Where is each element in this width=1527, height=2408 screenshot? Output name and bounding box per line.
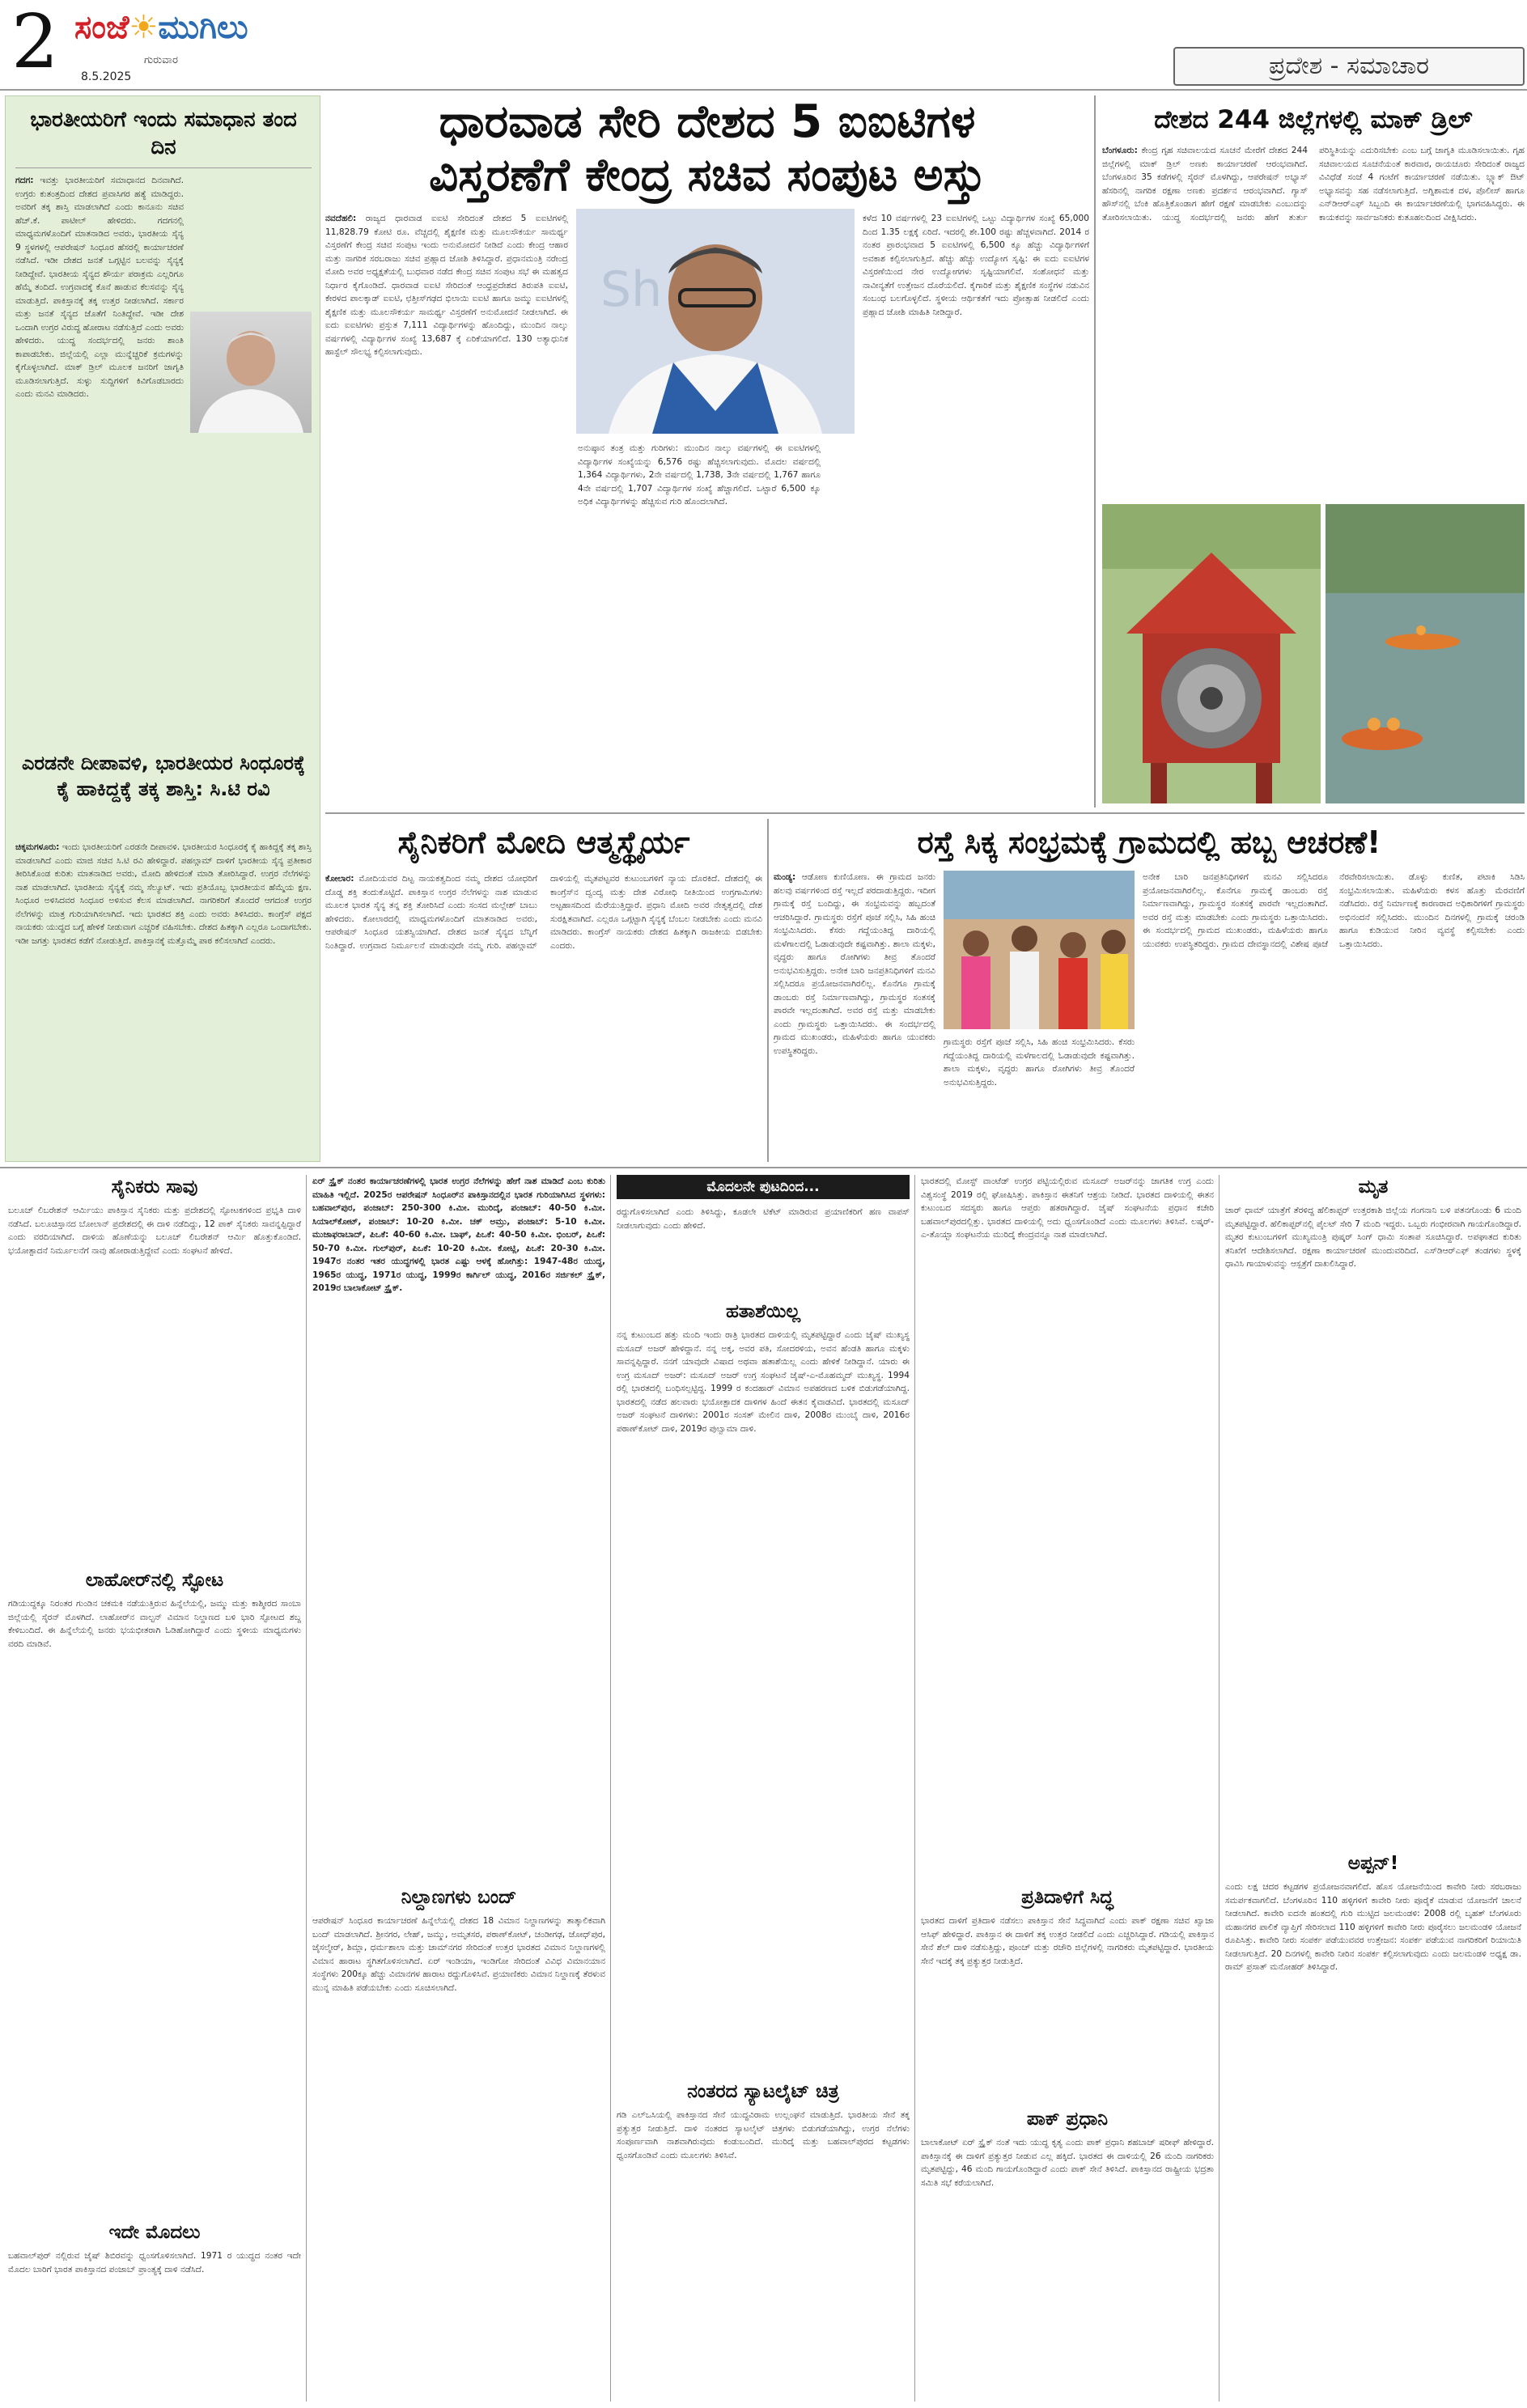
rule-mid-2 bbox=[0, 1167, 1527, 1168]
sidebar-portrait bbox=[190, 312, 312, 433]
masthead-title-right: ಮುಗಿಲು bbox=[158, 9, 248, 46]
soldiers-dead-headline: ಸೈನಿಕರು ಸಾವು bbox=[111, 1176, 198, 1198]
satellite-headline: ನಂತರದ ಸ್ಯಾಟಲೈಟ್ ಚಿತ್ರ bbox=[687, 2081, 839, 2102]
festival-dateline: ಮಂಡ್ಯ: bbox=[774, 872, 796, 882]
sidebar-headline-2: ಎರಡನೇ ದೀಪಾವಳಿ, ಭಾರತೀಯರ ಸಿಂಧೂರಕ್ಕೆ ಕೈ ಹಾಕಿದ್ದಕ್ಕೆ ತಕ್ಕ ಶಾಸ್ತಿ: ಸಿ.ಟಿ ರವಿ bbox=[21, 752, 306, 800]
festival-story bbox=[774, 819, 1525, 1162]
airstrike-list-text: ಏರ್ ಸ್ಟ್ರೈಕ್ ನಂತರ ಕಾರ್ಯಾಚರಣೆಗಳಲ್ಲಿ ಭಾರತ ಉಗ್ರರ ನೆಲೆಗಳನ್ನು ಹೇಗೆ ನಾಶ ಮಾಡಿದೆ ಎಂಬ ಕುರಿತು ಮಾಹಿತಿ ಇಲ್ಲಿದೆ. 2025ರ ಆಪರೇಷನ್ ಸಿಂಧೂರ್‌ನ ಪಾಕಿಸ್ತಾನದಲ್ಲಿನ ಭಾರತ ಗುರಿಯಾಗಿಸಿದ ಸ್ಥಳಗಳು: ಬಹವಾಲ್‌ಪುರ, ಪಂಜಾಬ್: 250-300 ಕಿ.ಮೀ. ಮುರಿದ್ಕೆ, ಪಂಜಾಬ್: 40-50 ಕಿ.ಮೀ. ಸಿಯಾಲ್‌ಕೋಟ್, ಪಂಜಾಬ್: 10-20 ಕಿ.ಮೀ. ಚಕ್ ಅಮ್ರು, ಪಂಜಾಬ್: 5-10 ಕಿ.ಮೀ. ಮುಜಾಫರಾಬಾದ್, ಪಿಒಕೆ: 40-60 ಕಿ.ಮೀ. ಬಾಘ್, ಪಿಒಕೆ: 40-50 ಕಿ.ಮೀ. ಭಿಂಬರ್, ಪಿಒಕೆ: 50-70 ಕಿ.ಮೀ. ಗುಲ್‌ಪುರ್, ಪಿಒಕೆ: 10-20 ಕಿ.ಮೀ. ಕೋಟ್ಲಿ, ಪಿಒಕೆ: 20-30 ಕಿ.ಮೀ. 1947ರ ನಂತರ ಇತರ ಯುದ್ಧಗಳಲ್ಲಿ ಭಾರತ ಎಷ್ಟು ಆಳಕ್ಕೆ ಹೋಗಿತ್ತು: 1947-48ರ ಯುದ್ಧ, 1965ರ ಯುದ್ಧ, 1971ರ ಯುದ್ಧ, 1999ರ ಕಾರ್ಗಿಲ್ ಯುದ್ಧ, 2016ರ ಸರ್ಜಿಕಲ್ ಸ್ಟ್ರೈಕ್, 2019ರ ಬಾಲಾಕೋಟ್ ಸ್ಟ್ರೈಕ್. bbox=[312, 1176, 605, 1293]
sidebar-dateline: ಗದಗ: bbox=[15, 176, 34, 185]
sidebar-rule bbox=[15, 167, 312, 168]
bottom-col-2 bbox=[312, 1175, 605, 2402]
masthead-title-left: ಸಂಜೆ bbox=[74, 9, 129, 46]
masthead-rule bbox=[0, 89, 1527, 91]
dead-headline: ಮೃತ bbox=[1358, 1176, 1389, 1198]
lead-headline-2: ವಿಸ್ತರಣೆಗೆ ಕೇಂದ್ರ ಸಚಿವ ಸಂಪುಟ ಅಸ್ತು bbox=[429, 149, 986, 201]
counter-attack-body: ಭಾರತದ ದಾಳಿಗೆ ಪ್ರತಿದಾಳಿ ನಡೆಸಲು ಪಾಕಿಸ್ತಾನ ಸೇನೆ ಸಿದ್ಧವಾಗಿದೆ ಎಂದು ಪಾಕ್ ರಕ್ಷಣಾ ಸಚಿವ ಖ್ವಾಜಾ ಆಸಿಫ್ ಹೇಳಿದ್ದಾರೆ. ಪಾಕಿಸ್ತಾನ ಈ ದಾಳಿಗೆ ತಕ್ಕ ಉತ್ತರ ನೀಡಲಿದೆ ಎಂದು ಎಚ್ಚರಿಸಿದ್ದಾರೆ. ಗಡಿಯಲ್ಲಿ ಪಾಕಿಸ್ತಾನ ಸೇನೆ ಶೆಲ್ ದಾಳಿ ನಡೆಸುತ್ತಿದ್ದು, ಪೂಂಚ್ ಮತ್ತು ರಜೌರಿ ಜಿಲ್ಲೆಗಳಲ್ಲಿ ನಾಗರಿಕರು ಮೃತಪಟ್ಟಿದ್ದಾರೆ. ಭಾರತೀಯ ಸೇನೆ ಇದಕ್ಕೆ ತಕ್ಕ ಪ್ರತ್ಯುತ್ತರ ನೀಡುತ್ತಿದೆ. bbox=[921, 1916, 1214, 1966]
lead-col-2 bbox=[578, 442, 821, 803]
airports-body: ಆಪರೇಷನ್ ಸಿಂಧೂರ ಕಾರ್ಯಾಚರಣೆ ಹಿನ್ನೆಲೆಯಲ್ಲಿ ದೇಶದ 18 ವಿಮಾನ ನಿಲ್ದಾಣಗಳನ್ನು ತಾತ್ಕಾಲಿಕವಾಗಿ ಬಂದ್ ಮಾಡಲಾಗಿದೆ. ಶ್ರೀನಗರ, ಲೇಹ್, ಜಮ್ಮು, ಅಮೃತಸರ, ಪಠಾಣ್‌ಕೋಟ್, ಚಂಡೀಗಢ, ಜೋಧ್‌ಪುರ, ಜೈಸಲ್ಮೇರ್, ಶಿಮ್ಲಾ, ಧರ್ಮಶಾಲಾ ಮತ್ತು ಜಾಮ್‌ನಗರ ಸೇರಿದಂತೆ ಉತ್ತರ ಭಾರತದ ವಿಮಾನ ನಿಲ್ದಾಣಗಳಲ್ಲಿ ವಿಮಾನ ಹಾರಾಟ ಸ್ಥಗಿತಗೊಳಿಸಲಾಗಿದೆ. ಏರ್ ಇಂಡಿಯಾ, ಇಂಡಿಗೋ ಸೇರಿದಂತೆ ವಿವಿಧ ವಿಮಾನಯಾನ ಸಂಸ್ಥೆಗಳು 200ಕ್ಕೂ ಹೆಚ್ಚು ವಿಮಾನಗಳ ಹಾರಾಟ ರದ್ದುಗೊಳಿಸಿವೆ. ಪ್ರಯಾಣಿಕರು ವಿಮಾನ ನಿಲ್ದಾಣಕ್ಕೆ ತೆರಳುವ ಮುನ್ನ ಮಾಹಿತಿ ಪಡೆಯಬೇಕು ಎಂದು ಸೂಚಿಸಲಾಗಿದೆ. bbox=[312, 1916, 605, 1993]
mock-drill-dateline: ಬೆಂಗಳೂರು: bbox=[1102, 146, 1138, 155]
sun-icon: ☀ bbox=[129, 9, 159, 46]
masthead bbox=[0, 0, 1527, 87]
mock-drill-body bbox=[1102, 144, 1525, 492]
lead-body-1: ರಾಜ್ಯದ ಧಾರವಾಡ ಐಐಟಿ ಸೇರಿದಂತೆ ದೇಶದ 5 ಐಐಟಿಗಳಲ್ಲಿ 11,828.79 ಕೋಟಿ ರೂ. ವೆಚ್ಚದಲ್ಲಿ ಶೈಕ್ಷಣಿಕ ಮತ್ತು ಮೂಲಸೌಕರ್ಯ ಸಾಮರ್ಥ್ಯ ವಿಸ್ತರಣೆಗೆ ಕೇಂದ್ರ ಸಚಿವ ಸಂಪುಟ ಇಂದು ಅನುಮೋದನೆ ನೀಡಿದೆ ಎಂದು ಕೇಂದ್ರ ಆಹಾರ ಮತ್ತು ನಾಗರಿಕ ಸರಬರಾಜು ಸಚಿವ ಪ್ರಹ್ಲಾದ ಜೋಶಿ ತಿಳಿಸಿದ್ದಾರೆ. ಪ್ರಧಾನಮಂತ್ರಿ ನರೇಂದ್ರ ಮೋದಿ ಅವರ ಅಧ್ಯಕ್ಷತೆಯಲ್ಲಿ ಬುಧವಾರ ನಡೆದ ಕೇಂದ್ರ ಸಚಿವ ಸಂಪುಟ ಸಭೆ ಈ ಮಹತ್ವದ ನಿರ್ಧಾರ ಕೈಗೊಂಡಿದೆ. ಧಾರವಾಡ ಐಐಟಿ ಸೇರಿದಂತೆ ಆಂಧ್ರಪ್ರದೇಶದ ತಿರುಪತಿ ಐಐಟಿ, ಕೇರಳದ ಪಾಲಕ್ಕಾಡ್ ಐಐಟಿ, ಛತ್ತೀಸ್‌ಗಢದ ಭಿಲಾಯಿ ಐಐಟಿ ಹಾಗೂ ಜಮ್ಮು ಐಐಟಿಗಳಲ್ಲಿ ಶೈಕ್ಷಣಿಕ ಮತ್ತು ಮೂಲಸೌಕರ್ಯ ಸಾಮರ್ಥ್ಯ ವಿಸ್ತರಣೆಗೆ ಅನುಮೋದನೆ ನೀಡಲಾಗಿದೆ. ಈ ಐದು ಐಐಟಿಗಳು ಪ್ರಸ್ತುತ 7,111 ವಿದ್ಯಾರ್ಥಿಗಳನ್ನು ಹೊಂದಿದ್ದು, ಮುಂದಿನ ನಾಲ್ಕು ವರ್ಷಗಳಲ್ಲಿ ವಿದ್ಯಾರ್ಥಿಗಳ ಸಂಖ್ಯೆ 13,687 ಕ್ಕೆ ಏರಿಕೆಯಾಗಲಿದೆ. 130 ಅತ್ಯಾಧುನಿಕ ಹಾಸ್ಟೆಲ್ ಸೌಲಭ್ಯ ಕಲ್ಪಿಸಲಾಗುವುದು. bbox=[325, 214, 568, 357]
sidebar-body-2: ಇಂದು ಭಾರತೀಯರಿಗೆ ಎರಡನೇ ದೀಪಾವಳಿ. ಭಾರತೀಯರ ಸಿಂಧೂರಕ್ಕೆ ಕೈ ಹಾಕಿದ್ದಕ್ಕೆ ತಕ್ಕ ಶಾಸ್ತಿ ಮಾಡಲಾಗಿದೆ ಎಂದು ಮಾಜಿ ಸಚಿವ ಸಿ.ಟಿ ರವಿ ಹೇಳಿದ್ದಾರೆ. ಪಹಲ್ಗಾಮ್ ದಾಳಿಗೆ ಭಾರತೀಯ ಸೈನ್ಯ ಪ್ರತೀಕಾರ ತೀರಿಸಿಕೊಂಡ ಕುರಿತು ಮಾತನಾಡಿದ ಅವರು, ಮೋದಿ ಹೇಳಿದಂತೆ ಮಾಡಿ ತೋರಿಸಿದ್ದಾರೆ. ಉಗ್ರರ ನೆಲೆಗಳನ್ನು ನಾಶ ಮಾಡಲಾಗಿದೆ. ಭಾರತೀಯ ಸೈನ್ಯಕ್ಕೆ ನಮ್ಮ ಸೆಲ್ಯೂಟ್. ಇದು ಪ್ರತಿಯೊಬ್ಬ ಭಾರತೀಯನ ಹೆಮ್ಮೆಯ ಕ್ಷಣ. ಸಿಂಧೂರ ಅಳಿಸಿದವರ ಸಿಂಧೂರ ಅಳಿಸುವ ಕೆಲಸ ಮಾಡಲಾಗಿದೆ. ನಾಗರಿಕರಿಗೆ ತೊಂದರೆ ಆಗದಂತೆ ಉಗ್ರರ ನೆಲೆಗಳನ್ನು ಮಾತ್ರ ಗುರಿಯಾಗಿಸಲಾಗಿದೆ. ಇದು ಭಾರತದ ಶಕ್ತಿ ಎಂದು ಅವರು ತಿಳಿಸಿದರು. ಕಾಂಗ್ರೆಸ್ ಪಕ್ಷದ ನಾಯಕರು ಯುದ್ಧದ ಬಗ್ಗೆ ಹೇಳಿಕೆ ನೀಡುವಾಗ ಎಚ್ಚರಿಕೆ ವಹಿಸಬೇಕು. ದೇಶದ ಹಿತಕ್ಕಾಗಿ ಎಲ್ಲರೂ ಒಂದಾಗಬೇಕು. ಇಡೀ ಜಗತ್ತು ಭಾರತದ ಕಡೆಗೆ ನೋಡುತ್ತಿದೆ. ಪಾಕಿಸ್ತಾನಕ್ಕೆ ಮತ್ತೊಮ್ಮೆ ಪಾಠ ಕಲಿಸಲಾಗಿದೆ ಎಂದರು. bbox=[15, 842, 312, 946]
masthead-day: ಗುರುವಾರ bbox=[144, 54, 178, 66]
festival-text-3: ಅನೇಕ ಬಾರಿ ಜನಪ್ರತಿನಿಧಿಗಳಿಗೆ ಮನವಿ ಸಲ್ಲಿಸಿದರೂ ಪ್ರಯೋಜನವಾಗಿರಲಿಲ್ಲ. ಕೊನೆಗೂ ಗ್ರಾಮಕ್ಕೆ ಡಾಂಬರು ರಸ್ತೆ ನಿರ್ಮಾಣವಾಗಿದ್ದು, ಗ್ರಾಮಸ್ಥರ ಸಂತಸಕ್ಕೆ ಪಾರವೇ ಇಲ್ಲದಂತಾಗಿದೆ. ಅವರ ರಸ್ತೆ ಮತ್ತು ಮಾಡಬೇಕು ಎಂದು ಗ್ರಾಮಸ್ಥರು ಒತ್ತಾಯಿಸಿದರು. ಈ ಸಂದರ್ಭದಲ್ಲಿ ಗ್ರಾಮದ ಮುಖಂಡರು, ಮಹಿಳೆಯರು ಹಾಗೂ ಯುವಕರು ಉಪಸ್ಥಿತರಿದ್ದರು. ಗ್ರಾಮದ ದೇವಸ್ಥಾನದಲ್ಲಿ ವಿಶೇಷ ಪೂಜೆ ನೆರವೇರಿಸಲಾಯಿತು. ಡೊಳ್ಳು ಕುಣಿತ, ಪಟಾಕಿ ಸಿಡಿಸಿ ಸಂಭ್ರಮಿಸಲಾಯಿತು. ಮಹಿಳೆಯರು ಕಳಸ ಹೊತ್ತು ಮೆರವಣಿಗೆ ನಡೆಸಿದರು. ರಸ್ತೆ ನಿರ್ಮಾಣಕ್ಕೆ ಕಾರಣರಾದ ಅಧಿಕಾರಿಗಳಿಗೆ ಗ್ರಾಮಸ್ಥರು ಅಭಿನಂದನೆ ಸಲ್ಲಿಸಿದರು. ಮುಂದಿನ ದಿನಗಳಲ್ಲಿ ಗ್ರಾಮಕ್ಕೆ ಚರಂಡಿ ಹಾಗೂ ಕುಡಿಯುವ ನೀರಿನ ವ್ಯವಸ್ಥೆ ಕಲ್ಪಿಸಬೇಕು ಎಂದು ಒತ್ತಾಯಿಸಿದರು. bbox=[1143, 872, 1525, 949]
portrait-silhouette bbox=[190, 312, 312, 433]
festival-col-3 bbox=[1143, 871, 1525, 1159]
lead-headline-1: ಧಾರವಾಡ ಸೇರಿ ದೇಶದ 5 ಐಐಟಿಗಳ bbox=[439, 95, 976, 148]
lahore-headline: ಲಾಹೋರ್‌ನಲ್ಲಿ ಸ್ಫೋಟ bbox=[85, 1570, 224, 1591]
appan-headline: ಅಪ್ಪನ್! bbox=[1347, 1853, 1399, 1874]
soldiers-dateline: ಕೋಲಾರ: bbox=[325, 874, 354, 884]
pak-pm-body: ಬಾಲಾಕೋಟ್ ಏರ್ ಸ್ಟ್ರೈಕ್ ನಂತೆ ಇದು ಯುದ್ಧ ಕೃತ್ಯ ಎಂದು ಪಾಕ್ ಪ್ರಧಾನಿ ಶಹಬಾಜ್ ಷರೀಫ್ ಹೇಳಿದ್ದಾರೆ. ಪಾಕಿಸ್ತಾನಕ್ಕೆ ಈ ದಾಳಿಗೆ ಪ್ರತ್ಯುತ್ತರ ನೀಡುವ ಎಲ್ಲ ಹಕ್ಕಿದೆ. ಭಾರತದ ಈ ದಾಳಿಯಲ್ಲಿ 26 ಮಂದಿ ನಾಗರಿಕರು ಮೃತಪಟ್ಟಿದ್ದು, 46 ಮಂದಿ ಗಾಯಗೊಂಡಿದ್ದಾರೆ ಎಂದು ಪಾಕ್ ಸೇನೆ ತಿಳಿಸಿದೆ. ಪಾಕಿಸ್ತಾನದ ರಾಷ್ಟ್ರೀಯ ಭದ್ರತಾ ಸಮಿತಿ ಸಭೆ ಕರೆಯಲಾಗಿದೆ. bbox=[921, 2138, 1214, 2188]
bottom-col-5 bbox=[1225, 1175, 1521, 2402]
first-time-body: ಬಹವಾಲ್‌ಪುರ್ ನಲ್ಲಿರುವ ಜೈಷ್ ಶಿಬಿರವನ್ನು ಧ್ವಂಸಗೊಳಿಸಲಾಗಿದೆ. 1971 ರ ಯುದ್ಧದ ನಂತರ ಇದೇ ಮೊದಲ ಬಾರಿಗೆ ಭಾರತ ಪಾಕಿಸ್ತಾನದ ಪಂಜಾಬ್ ಪ್ರಾಂತ್ಯಕ್ಕೆ ದಾಳಿ ನಡೆಸಿದೆ. bbox=[8, 2251, 301, 2274]
masthead-date: 8.5.2025 bbox=[81, 70, 132, 83]
section-title: ಪ್ರದೇಶ - ಸಮಾಚಾರ bbox=[1268, 52, 1430, 80]
dead-body: ಚಾರ್ ಧಾಮ್ ಯಾತ್ರೆಗೆ ತೆರಳಿದ್ದ ಹೆಲಿಕಾಪ್ಟರ್ ಉತ್ತರಕಾಶಿ ಜಿಲ್ಲೆಯ ಗಂಗನಾನಿ ಬಳಿ ಪತನಗೊಂಡು 6 ಮಂದಿ ಮೃತಪಟ್ಟಿದ್ದಾರೆ. ಹೆಲಿಕಾಪ್ಟರ್‌ನಲ್ಲಿ ಪೈಲಟ್ ಸೇರಿ 7 ಮಂದಿ ಇದ್ದರು. ಒಬ್ಬರು ಗಂಭೀರವಾಗಿ ಗಾಯಗೊಂಡಿದ್ದಾರೆ. ಮೃತರ ಕುಟುಂಬಗಳಿಗೆ ಮುಖ್ಯಮಂತ್ರಿ ಪುಷ್ಕರ್ ಸಿಂಗ್ ಧಾಮಿ ಸಂತಾಪ ಸೂಚಿಸಿದ್ದಾರೆ. ಅಪಘಾತದ ಕುರಿತು ತನಿಖೆಗೆ ಆದೇಶಿಸಲಾಗಿದೆ. ರಕ್ಷಣಾ ಕಾರ್ಯಾಚರಣೆ ಮುಂದುವರಿದಿದೆ. ಎಸ್‌ಡಿಆರ್‌ಎಫ್ ತಂಡಗಳು ಸ್ಥಳಕ್ಕೆ ಧಾವಿಸಿ ಗಾಯಾಳುವನ್ನು ಆಸ್ಪತ್ರೆಗೆ ದಾಖಲಿಸಿದ್ದಾರೆ. bbox=[1225, 1206, 1521, 1269]
rule-mid-1 bbox=[325, 812, 1525, 814]
minister-photo bbox=[576, 209, 855, 434]
rule-mid-v bbox=[767, 819, 769, 1162]
lead-col-1 bbox=[325, 212, 568, 803]
soldiers-dead-body: ಬಲೂಚ್ ಲಿಬರೇಶನ್ ಆರ್ಮಿಯು ಪಾಕಿಸ್ತಾನ ಸೈನಿಕರು ಮತ್ತು ಪ್ರದೇಶದಲ್ಲಿ ಸ್ಫೋಟಕಗಳಿಂದ ಪ್ರಭೃತಿ ದಾಳಿ ನಡೆಸಿದೆ. ಬಲೂಚಿಸ್ತಾನದ ಬೋಲಾನ್ ಪ್ರದೇಶದಲ್ಲಿ ಈ ದಾಳಿ ನಡೆದಿದ್ದು, 12 ಪಾಕ್ ಸೈನಿಕರು ಸಾವನ್ನಪ್ಪಿದ್ದಾರೆ ಎಂದು ವರದಿಯಾಗಿದೆ. ದಾಳಿಯ ಹೊಣೆಯನ್ನು ಬಲೂಚ್ ಲಿಬರೇಶನ್ ಆರ್ಮಿ ಹೊತ್ತುಕೊಂಡಿದೆ. ಭಯೋತ್ಪಾದನೆ ನಿರ್ಮೂಲನೆಗೆ ನಾವು ಹೋರಾಡುತ್ತಿದ್ದೇವೆ ಎಂದು ಸಂಘಟನೆ ಹೇಳಿದೆ. bbox=[8, 1206, 301, 1256]
rescue-boat-illustration bbox=[1326, 504, 1525, 803]
airstrike-list bbox=[312, 1175, 605, 1879]
masthead-title bbox=[74, 5, 317, 53]
first-time-headline: ಇದೇ ಮೊದಲು bbox=[108, 2222, 201, 2243]
lead-dateline: ನವದೆಹಲಿ: bbox=[325, 214, 357, 223]
lead-body-3: ಕಳೆದ 10 ವರ್ಷಗಳಲ್ಲಿ 23 ಐಐಟಿಗಳಲ್ಲಿ ಒಟ್ಟು ವಿದ್ಯಾರ್ಥಿಗಳ ಸಂಖ್ಯೆ 65,000 ದಿಂದ 1.35 ಲಕ್ಷಕ್ಕೆ ಏರಿದೆ. ಇದರಲ್ಲಿ ಶೇ.100 ರಷ್ಟು ಹೆಚ್ಚಳವಾಗಿದೆ. 2014 ರ ನಂತರ ಪ್ರಾರಂಭವಾದ 5 ಐಐಟಿಗಳಲ್ಲಿ 6,500 ಕ್ಕೂ ಹೆಚ್ಚು ವಿದ್ಯಾರ್ಥಿಗಳಿಗೆ ಅವಕಾಶ ಕಲ್ಪಿಸಲಾಗುತ್ತಿದೆ. ಹೆಚ್ಚು ಹೆಚ್ಚು ಉದ್ಯೋಗ ಸೃಷ್ಟಿ: ಈ ಐದು ಐಐಟಿಗಳ ವಿಸ್ತರಣೆಯಿಂದ ನೇರ ಉದ್ಯೋಗಗಳು ಸೃಷ್ಟಿಯಾಗಲಿವೆ. ಸಂಶೋಧನೆ ಮತ್ತು ನಾವೀನ್ಯತೆಗೆ ಉತ್ತೇಜನ ದೊರೆಯಲಿದೆ. ಕೈಗಾರಿಕೆ ಮತ್ತು ಶೈಕ್ಷಣಿಕ ಸಂಸ್ಥೆಗಳ ನಡುವಿನ ಸಂಬಂಧ ಬಲಗೊಳ್ಳಲಿದೆ. ಸ್ಥಳೀಯ ಆರ್ಥಿಕತೆಗೆ ಇದು ಪ್ರೋತ್ಸಾಹ ನೀಡಲಿದೆ ಎಂದು ಪ್ರಹ್ಲಾದ ಜೋಶಿ ಮಾಹಿತಿ ನೀಡಿದ್ದಾರೆ. bbox=[863, 214, 1089, 317]
sidebar-dateline-2: ಚಿಕ್ಕಮಗಳೂರು: bbox=[15, 842, 60, 852]
soldiers-story bbox=[325, 819, 762, 1162]
pak-pm-headline: ಪಾಕ್ ಪ್ರಧಾನಿ bbox=[1026, 2109, 1109, 2130]
festival-col-1 bbox=[774, 871, 935, 1159]
festival-text: ಆಡೋಣ ಕುಣಿಯೋಣ. ಈ ಗ್ರಾಮದ ಜನರು ಹಲವು ವರ್ಷಗಳಿಂದ ರಸ್ತೆ ಇಲ್ಲದೆ ಪರದಾಡುತ್ತಿದ್ದರು. ಇದೀಗ ಗ್ರಾಮಕ್ಕೆ ರಸ್ತೆ ಬಂದಿದ್ದು, ಈ ಸಂಭ್ರಮವನ್ನು ಹಬ್ಬದಂತೆ ಆಚರಿಸಿದ್ದಾರೆ. ಗ್ರಾಮಸ್ಥರು ರಸ್ತೆಗೆ ಪೂಜೆ ಸಲ್ಲಿಸಿ, ಸಿಹಿ ಹಂಚಿ ಸಂಭ್ರಮಿಸಿದರು. ಕೆಸರು ಗದ್ದೆಯಂತಿದ್ದ ದಾರಿಯಲ್ಲಿ ಮಳೆಗಾಲದಲ್ಲಿ ಓಡಾಡುವುದೇ ಕಷ್ಟವಾಗಿತ್ತು. ಶಾಲಾ ಮಕ್ಕಳು, ವೃದ್ಧರು ಹಾಗೂ ರೋಗಿಗಳು ತೀವ್ರ ತೊಂದರೆ ಅನುಭವಿಸುತ್ತಿದ್ದರು. ಅನೇಕ ಬಾರಿ ಜನಪ್ರತಿನಿಧಿಗಳಿಗೆ ಮನವಿ ಸಲ್ಲಿಸಿದರೂ ಪ್ರಯೋಜನವಾಗಿರಲಿಲ್ಲ. ಕೊನೆಗೂ ಗ್ರಾಮಕ್ಕೆ ಡಾಂಬರು ರಸ್ತೆ ನಿರ್ಮಾಣವಾಗಿದ್ದು, ಗ್ರಾಮಸ್ಥರ ಸಂತಸಕ್ಕೆ ಪಾರವೇ ಇಲ್ಲದಂತಾಗಿದೆ. ಅವರ ರಸ್ತೆ ಮತ್ತು ಮಾಡಬೇಕು ಎಂದು ಗ್ರಾಮಸ್ಥರು ಒತ್ತಾಯಿಸಿದರು. ಈ ಸಂದರ್ಭದಲ್ಲಿ ಗ್ರಾಮದ ಮುಖಂಡರು, ಮಹಿಳೆಯರು ಹಾಗೂ ಯುವಕರು ಉಪಸ್ಥಿತರಿದ್ದರು. bbox=[774, 872, 935, 1056]
bottom-col-3 bbox=[617, 1175, 910, 2402]
rescue-photo bbox=[1326, 504, 1525, 803]
mock-drill-text: ಕೇಂದ್ರ ಗೃಹ ಸಚಿವಾಲಯದ ಸೂಚನೆ ಮೇರೆಗೆ ದೇಶದ 244 ಜಿಲ್ಲೆಗಳಲ್ಲಿ ಮಾಕ್ ಡ್ರಿಲ್ ಅಣಕು ಕಾರ್ಯಾಚರಣೆ ಆರಂಭವಾಗಿದೆ. ಬೆಂಗಳೂರಿನ 35 ಕಡೆಗಳಲ್ಲಿ ಸೈರನ್ ಮೊಳಗಿದ್ದು, ಆಪರೇಷನ್ ಅಭ್ಯಾಸ್ ಹೆಸರಿನಲ್ಲಿ ನಾಗರಿಕ ರಕ್ಷಣಾ ಅಣಕು ಪ್ರದರ್ಶನ ಆರಂಭವಾಗಿದೆ. ಗ್ಯಾಸ್ ಹೌಸ್‌ನಲ್ಲಿ ಬೆಂಕಿ ಹೊತ್ತಿಕೊಂಡಾಗ ಹೇಗೆ ರಕ್ಷಣೆ ಮಾಡಬೇಕು ಎಂಬುದನ್ನು ತೋರಿಸಲಾಯಿತು. ಯುದ್ಧ ಸಂದರ್ಭದಲ್ಲಿ ಜನರು ಹೇಗೆ ತುರ್ತು ಪರಿಸ್ಥಿತಿಯನ್ನು ಎದುರಿಸಬೇಕು ಎಂಬ ಬಗ್ಗೆ ಜಾಗೃತಿ ಮೂಡಿಸಲಾಯಿತು. ಗೃಹ ಸಚಿವಾಲಯದ ಸೂಚನೆಯಂತೆ ಕಾರವಾರ, ರಾಯಚೂರು ಸೇರಿದಂತೆ ರಾಜ್ಯದ ವಿವಿಧೆಡೆ ಸಂಜೆ 4 ಗಂಟೆಗೆ ಕಾರ್ಯಾಚರಣೆ ನಡೆಯಿತು. ಬ್ಲ್ಯಾಕ್ ಔಟ್ ಅಭ್ಯಾಸವನ್ನು ಸಹ ನಡೆಸಲಾಗುತ್ತಿದೆ. ಅಗ್ನಿಶಾಮಕ ದಳ, ಪೊಲೀಸ್ ಹಾಗೂ ಎನ್‌ಡಿಆರ್‌ಎಫ್ ಸಿಬ್ಬಂದಿ ಈ ಕಾರ್ಯಾಚರಣೆಯಲ್ಲಿ ಭಾಗವಹಿಸಿದ್ದರು. ಈ ಕಾಯಕವನ್ನು ಸಾರ್ವಜನಿಕರು ಕುತೂಹಲದಿಂದ ವೀಕ್ಷಿಸಿದರು. bbox=[1102, 146, 1525, 223]
rule-b3 bbox=[914, 1175, 915, 2402]
lead-portrait bbox=[576, 209, 855, 434]
soldiers-text: ಮೋದಿಯವರ ದಿಟ್ಟ ನಾಯಕತ್ವದಿಂದ ನಮ್ಮ ದೇಶದ ಯೋಧರಿಗೆ ದೊಡ್ಡ ಶಕ್ತಿ ತಂದುಕೊಟ್ಟಿದೆ. ಪಾಕಿಸ್ತಾನ ಉಗ್ರರ ನೆಲೆಗಳನ್ನು ನಾಶ ಮಾಡುವ ಮೂಲಕ ಭಾರತ ಸೈನ್ಯ ತನ್ನ ಶಕ್ತಿ ತೋರಿಸಿದೆ ಎಂದು ಸಂಸದ ಮಲ್ಲೇಶ್ ಬಾಬು ಹೇಳಿದರು. ಕೋಲಾರದಲ್ಲಿ ಮಾಧ್ಯಮಗಳೊಂದಿಗೆ ಮಾತನಾಡಿದ ಅವರು, ಆಪರೇಷನ್ ಸಿಂಧೂರ ಯಶಸ್ವಿಯಾಗಿದೆ. ದೇಶದ ಜನತೆ ಸೈನ್ಯದ ಬೆನ್ನಿಗೆ ನಿಂತಿದ್ದಾರೆ. ಉಗ್ರವಾದ ನಿರ್ಮೂಲನೆ ಮಾಡುವುದೇ ನಮ್ಮ ಗುರಿ. ಪಹಲ್ಗಾಮ್ ದಾಳಿಯಲ್ಲಿ ಮೃತಪಟ್ಟವರ ಕುಟುಂಬಗಳಿಗೆ ನ್ಯಾಯ ದೊರಕಿದೆ. ದೇಶದಲ್ಲಿ ಈ ಕಾಂಗ್ರೆಸ್‌ನ ದ್ವಂದ್ವ ಮತ್ತು ದೇಶ ವಿರೋಧಿ ನೀತಿಯಿಂದ ಉಗ್ರಗಾಮಿಗಳು ಅಟ್ಟಹಾಸದಿಂದ ಮೆರೆಯುತ್ತಿದ್ದಾರೆ. ಪ್ರಧಾನಿ ಮೋದಿ ಅವರ ನೇತೃತ್ವದಲ್ಲಿ ದೇಶ ಸುರಕ್ಷಿತವಾಗಿದೆ. ಎಲ್ಲರೂ ಒಗ್ಗಟ್ಟಾಗಿ ಸೈನ್ಯಕ್ಕೆ ಬೆಂಬಲ ನೀಡಬೇಕು ಎಂದು ಮನವಿ ಮಾಡಿದರು. ಕಾಂಗ್ರೆಸ್ ನಾಯಕರು ದೇಶದ ಹಿತಕ್ಕಾಗಿ ರಾಜಕೀಯ ಬಿಡಬೇಕು ಎಂದರು. bbox=[325, 874, 762, 951]
counter-attack-headline: ಪ್ರತಿದಾಳಿಗೆ ಸಿದ್ಧ bbox=[1021, 1887, 1113, 1908]
festival-photo bbox=[944, 871, 1135, 1029]
mock-drill-headline: ದೇಶದ 244 ಜಿಲ್ಲೆಗಳಲ್ಲಿ ಮಾಕ್ ಡ್ರಿಲ್ bbox=[1154, 105, 1473, 134]
rule-lead-right bbox=[1094, 95, 1096, 808]
airports-headline: ನಿಲ್ದಾಣಗಳು ಬಂದ್ bbox=[401, 1887, 517, 1908]
continued-body: ರದ್ದುಗೊಳಿಸಲಾಗಿದೆ ಎಂದು ತಿಳಿಸಿದ್ದು, ಕೂಡಲೇ ಟಿಕೆಟ್ ಮಾಡಿರುವ ಪ್ರಯಾಣಿಕರಿಗೆ ಹಣ ವಾಪಸ್ ನೀಡಲಾಗುವುದು ಎಂದು ಹೇಳಿದೆ. bbox=[617, 1207, 910, 1231]
festival-headline: ರಸ್ತೆ ಸಿಕ್ಕ ಸಂಭ್ರಮಕ್ಕೆ ಗ್ರಾಮದಲ್ಲಿ ಹಬ್ಬ ಆಚರಣೆ! bbox=[917, 825, 1381, 860]
festival-text-continued: ಗ್ರಾಮಸ್ಥರು ರಸ್ತೆಗೆ ಪೂಜೆ ಸಲ್ಲಿಸಿ, ಸಿಹಿ ಹಂಚಿ ಸಂಭ್ರಮಿಸಿದರು. ಕೆಸರು ಗದ್ದೆಯಂತಿದ್ದ ದಾರಿಯಲ್ಲಿ ಮಳೆಗಾಲದಲ್ಲಿ ಓಡಾಡುವುದೇ ಕಷ್ಟವಾಗಿತ್ತು. ಶಾಲಾ ಮಕ್ಕಳು, ವೃದ್ಧರು ಹಾಗೂ ರೋಗಿಗಳು ತೀವ್ರ ತೊಂದರೆ ಅನುಭವಿಸುತ್ತಿದ್ದರು. bbox=[944, 1037, 1135, 1087]
satellite-body: ಗಡಿ ಎಲ್‌ಒಸಿಯಲ್ಲಿ ಪಾಕಿಸ್ತಾನದ ಸೇನೆ ಯುದ್ಧವಿರಾಮ ಉಲ್ಲಂಘನೆ ಮಾಡುತ್ತಿದೆ. ಭಾರತೀಯ ಸೇನೆ ತಕ್ಕ ಪ್ರತ್ಯುತ್ತರ ನೀಡುತ್ತಿದೆ. ದಾಳಿ ನಂತರದ ಸ್ಯಾಟಲೈಟ್ ಚಿತ್ರಗಳು ಬಿಡುಗಡೆಯಾಗಿದ್ದು, ಉಗ್ರರ ನೆಲೆಗಳು ಸಂಪೂರ್ಣವಾಗಿ ನಾಶವಾಗಿರುವುದು ಕಂಡುಬಂದಿದೆ. ಮುರಿದ್ಕೆ ಮತ್ತು ಬಹವಾಲ್‌ಪುರದ ಕಟ್ಟಡಗಳು ಧ್ವಂಸಗೊಂಡಿವೆ ಎಂದು ಮೂಲಗಳು ತಿಳಿಸಿವೆ. bbox=[617, 2110, 910, 2160]
festival-col-2 bbox=[944, 1036, 1135, 1159]
sidebar-headline: ಭಾರತೀಯರಿಗೆ ಇಂದು ಸಮಾಧಾನ ತಂದ ದಿನ bbox=[30, 108, 297, 159]
mock-drill-story bbox=[1102, 95, 1525, 808]
lead-story bbox=[325, 95, 1089, 808]
bottom-col-1 bbox=[8, 1175, 301, 2402]
siren-illustration bbox=[1102, 504, 1321, 803]
sidebar-article-2 bbox=[15, 841, 312, 1156]
svg-text:Sh: Sh bbox=[600, 261, 663, 318]
lead-col-3 bbox=[863, 212, 1089, 803]
continued-banner bbox=[617, 1175, 910, 1199]
soldiers-body bbox=[325, 872, 762, 1160]
section-banner bbox=[1173, 47, 1525, 86]
continued-banner-text: ಮೊದಲನೇ ಪುಟದಿಂದ... bbox=[706, 1179, 820, 1195]
masood-body: ಭಾರತದಲ್ಲಿ ಮೋಸ್ಟ್ ವಾಂಟೆಡ್ ಉಗ್ರರ ಪಟ್ಟಿಯಲ್ಲಿರುವ ಮಸೂದ್ ಅಜರ್‌ನನ್ನು ಜಾಗತಿಕ ಉಗ್ರ ಎಂದು ವಿಶ್ವಸಂಸ್ಥೆ 2019 ರಲ್ಲಿ ಘೋಷಿಸಿತ್ತು. ಪಾಕಿಸ್ತಾನ ಈತನಿಗೆ ಆಶ್ರಯ ನೀಡಿದೆ. ಭಾರತದ ದಾಳಿಯಲ್ಲಿ ಈತನ ಕುಟುಂಬದ ಸದಸ್ಯರು ಹಾಗೂ ಆಪ್ತರು ಹತರಾಗಿದ್ದಾರೆ. ಜೈಷ್ ಸಂಘಟನೆಯ ಪ್ರಧಾನ ಕಚೇರಿ ಬಹವಾಲ್‌ಪುರದಲ್ಲಿತ್ತು. ಭಾರತದ ದಾಳಿಯಲ್ಲಿ ಅದು ಧ್ವಂಸಗೊಂಡಿದೆ ಎಂದು ಮೂಲಗಳು ತಿಳಿಸಿವೆ. ಲಷ್ಕರ್-ಎ-ತೊಯ್ಬಾ ಸಂಘಟನೆಯ ಮುರಿದ್ಕೆ ಕೇಂದ್ರವನ್ನೂ ನಾಶ ಮಾಡಲಾಗಿದೆ. bbox=[921, 1176, 1214, 1240]
lahore-body: ಗಡಿಯುದ್ದಕ್ಕೂ ನಿರಂತರ ಗುಂಡಿನ ಚಕಮಕಿ ನಡೆಯುತ್ತಿರುವ ಹಿನ್ನೆಲೆಯಲ್ಲಿ, ಜಮ್ಮು ಮತ್ತು ಕಾಶ್ಮೀರದ ಸಾಂಬಾ ಜಿಲ್ಲೆಯಲ್ಲಿ ಸೈರನ್ ಮೊಳಗಿದೆ. ಲಾಹೋರ್‌ನ ವಾಲ್ಟನ್ ವಿಮಾನ ನಿಲ್ದಾಣದ ಬಳಿ ಭಾರಿ ಸ್ಫೋಟದ ಶಬ್ದ ಕೇಳಿಬಂದಿದೆ. ಈ ಹಿನ್ನೆಲೆಯಲ್ಲಿ ಜನರು ಭಯಭೀತರಾಗಿ ಓಡಿಹೋಗಿದ್ದಾರೆ ಎಂದು ಸ್ಥಳೀಯ ಮಾಧ್ಯಮಗಳು ವರದಿ ಮಾಡಿವೆ. bbox=[8, 1599, 301, 1649]
no-regret-body: ನನ್ನ ಕುಟುಂಬದ ಹತ್ತು ಮಂದಿ ಇಂದು ರಾತ್ರಿ ಭಾರತದ ದಾಳಿಯಲ್ಲಿ ಮೃತಪಟ್ಟಿದ್ದಾರೆ ಎಂದು ಜೈಷ್ ಮುಖ್ಯಸ್ಥ ಮಸೂದ್ ಅಜರ್ ಹೇಳಿದ್ದಾನೆ. ನನ್ನ ಅಕ್ಕ, ಅವರ ಪತಿ, ಸೋದರಳಿಯ, ಅವನ ಹೆಂಡತಿ ಹಾಗೂ ಮಕ್ಕಳು ಸಾವನ್ನಪ್ಪಿದ್ದಾರೆ. ನನಗೆ ಯಾವುದೇ ವಿಷಾದ ಅಥವಾ ಹತಾಶೆಯಿಲ್ಲ ಎಂದು ಹೇಳಿಕೆ ನೀಡಿದ್ದಾನೆ. ಯಾರು ಈ ಉಗ್ರ ಮಸೂದ್ ಅಜರ್: ಮಸೂದ್ ಅಜರ್ ಉಗ್ರ ಸಂಘಟನೆ ಜೈಷ್-ಎ-ಮೊಹಮ್ಮದ್ ಮುಖ್ಯಸ್ಥ. 1994 ರಲ್ಲಿ ಭಾರತದಲ್ಲಿ ಬಂಧಿಸಲ್ಪಟ್ಟಿದ್ದ. 1999 ರ ಕಂದಹಾರ್ ವಿಮಾನ ಅಪಹರಣದ ಬಳಿಕ ಬಿಡುಗಡೆಯಾಗಿದ್ದ. ಭಾರತದಲ್ಲಿ ನಡೆದ ಹಲವಾರು ಭಯೋತ್ಪಾದಕ ದಾಳಿಗಳ ಹಿಂದೆ ಈತನ ಕೈವಾಡವಿದೆ. ಭಾರತದಲ್ಲಿ ಮಸೂದ್ ಅಜರ್ ಸಂಘಟನೆ ದಾಳಿಗಳು: 2001ರ ಸಂಸತ್ ಮೇಲಿನ ದಾಳಿ, 2008ರ ಮುಂಬೈ ದಾಳಿ, 2016ರ ಪಠಾಣ್‌ಕೋಟ್ ದಾಳಿ, 2019ರ ಪುಲ್ವಾಮಾ ದಾಳಿ. bbox=[617, 1330, 910, 1434]
sidebar-body: ಇವತ್ತು ಭಾರತೀಯರಿಗೆ ಸಮಾಧಾನದ ದಿನವಾಗಿದೆ. ಉಗ್ರರು ಕುತಂತ್ರದಿಂದ ದೇಶದ ಪ್ರವಾಸಿಗರ ಹತ್ಯೆ ಮಾಡಿದ್ದರು. ಅವರಿಗೆ ತಕ್ಕ ಶಾಸ್ತಿ ಮಾಡಲಾಗಿದೆ ಎಂದು ಕಾನೂನು ಸಚಿವ ಹೆಚ್.ಕೆ. ಪಾಟೀಲ್ ಹೇಳಿದರು. ಗದಗನಲ್ಲಿ ಮಾಧ್ಯಮಗಳೊಂದಿಗೆ ಮಾತನಾಡಿದ ಅವರು, ಭಾರತೀಯ ಸೈನ್ಯ 9 ಸ್ಥಳಗಳಲ್ಲಿ ಆಪರೇಷನ್ ಸಿಂಧೂರ ಹೆಸರಲ್ಲಿ ಕಾರ್ಯಾಚರಣೆ ನಡೆಸಿದೆ. ಇಡೀ ದೇಶದ ಜನತೆ ಒಗ್ಗಟ್ಟಿನ ಬಲವನ್ನು ಸೈನ್ಯಕ್ಕೆ ನೀಡಿದ್ದೇವೆ. ಭಾರತೀಯ ಸೈನ್ಯದ ಶೌರ್ಯ ಪರಾಕ್ರಮ ಎಲ್ಲರಿಗೂ ಹೆಮ್ಮೆ ತಂದಿದೆ. ಉಗ್ರವಾದಕ್ಕೆ ಕೊನೆ ಹಾಡುವ ಕೆಲಸವನ್ನು ಸೈನ್ಯ ಮಾಡುತ್ತಿದೆ. ಪಾಕಿಸ್ತಾನಕ್ಕೆ ತಕ್ಕ ಉತ್ತರ ನೀಡಲಾಗಿದೆ. ಸರ್ಕಾರ ಮತ್ತು ಜನತೆ ಸೈನ್ಯದ ಜೊತೆಗೆ ನಿಂತಿದ್ದೇವೆ. ಇಡೀ ದೇಶ ಒಂದಾಗಿ ಉಗ್ರರ ವಿರುದ್ಧ ಹೋರಾಟ ನಡೆಸುತ್ತಿದೆ ಎಂದು ಅವರು ಹೇಳಿದರು. ಯುದ್ಧ ಸಂದರ್ಭದಲ್ಲಿ ಜನರು ಶಾಂತಿ ಕಾಪಾಡಬೇಕು. ಜಿಲ್ಲೆಯಲ್ಲಿ ಎಲ್ಲಾ ಮುನ್ನೆಚ್ಚರಿಕೆ ಕ್ರಮಗಳನ್ನು ಕೈಗೊಳ್ಳಲಾಗಿದೆ. ಮಾಕ್ ಡ್ರಿಲ್ ಮೂಲಕ ಜನರಿಗೆ ಜಾಗೃತಿ ಮೂಡಿಸಲಾಗುತ್ತಿದೆ. ಸುಳ್ಳು ಸುದ್ದಿಗಳಿಗೆ ಕಿವಿಗೊಡಬಾರದು ಎಂದು ಮನವಿ ಮಾಡಿದರು. bbox=[15, 176, 184, 399]
sidebar-panel bbox=[5, 95, 320, 1162]
appan-body: ಎಂದು ಲಕ್ಷ ಚದರ ಕಟ್ಟಡಗಳ ಪ್ರಯೋಜನವಾಗಲಿದೆ. ಹೊಸ ಯೋಜನೆಯಿಂದ ಕಾವೇರಿ ನೀರು ಸರಬರಾಜು ಸಮರ್ಪಕವಾಗಲಿದೆ. ಬೆಂಗಳೂರಿನ 110 ಹಳ್ಳಿಗಳಿಗೆ ಕಾವೇರಿ ನೀರು ಪೂರೈಕೆ ಮಾಡುವ ಯೋಜನೆಗೆ ಚಾಲನೆ ನೀಡಲಾಗಿದೆ. ಕಾವೇರಿ ಐದನೇ ಹಂತದಲ್ಲಿ ಗುರಿ ಮುಟ್ಟಿದ ಜಲಮಂಡಳಿ: 2008 ರಲ್ಲಿ ಬೃಹತ್ ಬೆಂಗಳೂರು ಮಹಾನಗರ ಪಾಲಿಕೆ ವ್ಯಾಪ್ತಿಗೆ ಸೇರಿಸಲಾದ 110 ಹಳ್ಳಿಗಳಿಗೆ ಕಾವೇರಿ ನೀರು ಪೂರೈಸಲು ಜಲಮಂಡಳಿ ಯೋಜನೆ ರೂಪಿಸಿತ್ತು. ಕಾವೇರಿ ನೀರು ಸಂಪರ್ಕ ಪಡೆಯುವವರ ಉತ್ತೇಜನ: ಸಂಪರ್ಕ ಪಡೆಯುವ ನಾಗರಿಕರಿಗೆ ರಿಯಾಯಿತಿ ನೀಡಲಾಗುತ್ತಿದೆ. 20 ದಿನಗಳಲ್ಲಿ ಕಾವೇರಿ ನೀರಿನ ಸಂಪರ್ಕ ಕಲ್ಪಿಸಲಾಗುವುದು ಎಂದು ಜಲಮಂಡಳಿ ಅಧ್ಯಕ್ಷ ಡಾ. ರಾಮ್ ಪ್ರಸಾತ್ ಮನೋಹರ್ ತಿಳಿಸಿದ್ದಾರೆ. bbox=[1225, 1882, 1521, 1972]
rule-b2 bbox=[610, 1175, 611, 2402]
rule-b1 bbox=[306, 1175, 307, 2402]
lead-body-2: ಅನುಷ್ಠಾನ ತಂತ್ರ ಮತ್ತು ಗುರಿಗಳು: ಮುಂದಿನ ನಾಲ್ಕು ವರ್ಷಗಳಲ್ಲಿ ಈ ಐಐಟಿಗಳಲ್ಲಿ ವಿದ್ಯಾರ್ಥಿಗಳ ಸಂಖ್ಯೆಯನ್ನು 6,576 ರಷ್ಟು ಹೆಚ್ಚಿಸಲಾಗುವುದು. ಮೊದಲ ವರ್ಷದಲ್ಲಿ 1,364 ವಿದ್ಯಾರ್ಥಿಗಳು, 2ನೇ ವರ್ಷದಲ್ಲಿ 1,738, 3ನೇ ವರ್ಷದಲ್ಲಿ 1,767 ಹಾಗೂ 4ನೇ ವರ್ಷದಲ್ಲಿ 1,707 ವಿದ್ಯಾರ್ಥಿಗಳ ಸಂಖ್ಯೆ ಹೆಚ್ಚಾಗಲಿದೆ. ಒಟ್ಟಾರೆ 6,500 ಕ್ಕೂ ಅಧಿಕ ವಿದ್ಯಾರ್ಥಿಗಳನ್ನು ಹೆಚ್ಚಿಸುವ ಗುರಿ ಹೊಂದಲಾಗಿದೆ. bbox=[578, 443, 821, 507]
siren-photo bbox=[1102, 504, 1321, 803]
festival-crowd-illustration bbox=[944, 871, 1135, 1029]
page-number: 2 bbox=[11, 0, 59, 85]
soldiers-headline: ಸೈನಿಕರಿಗೆ ಮೋದಿ ಆತ್ಮಸ್ಥೈರ್ಯ bbox=[397, 825, 690, 860]
sidebar-article bbox=[15, 174, 312, 692]
no-regret-headline: ಹತಾಶೆಯಿಲ್ಲ bbox=[725, 1301, 801, 1322]
bottom-col-4 bbox=[921, 1175, 1214, 2402]
